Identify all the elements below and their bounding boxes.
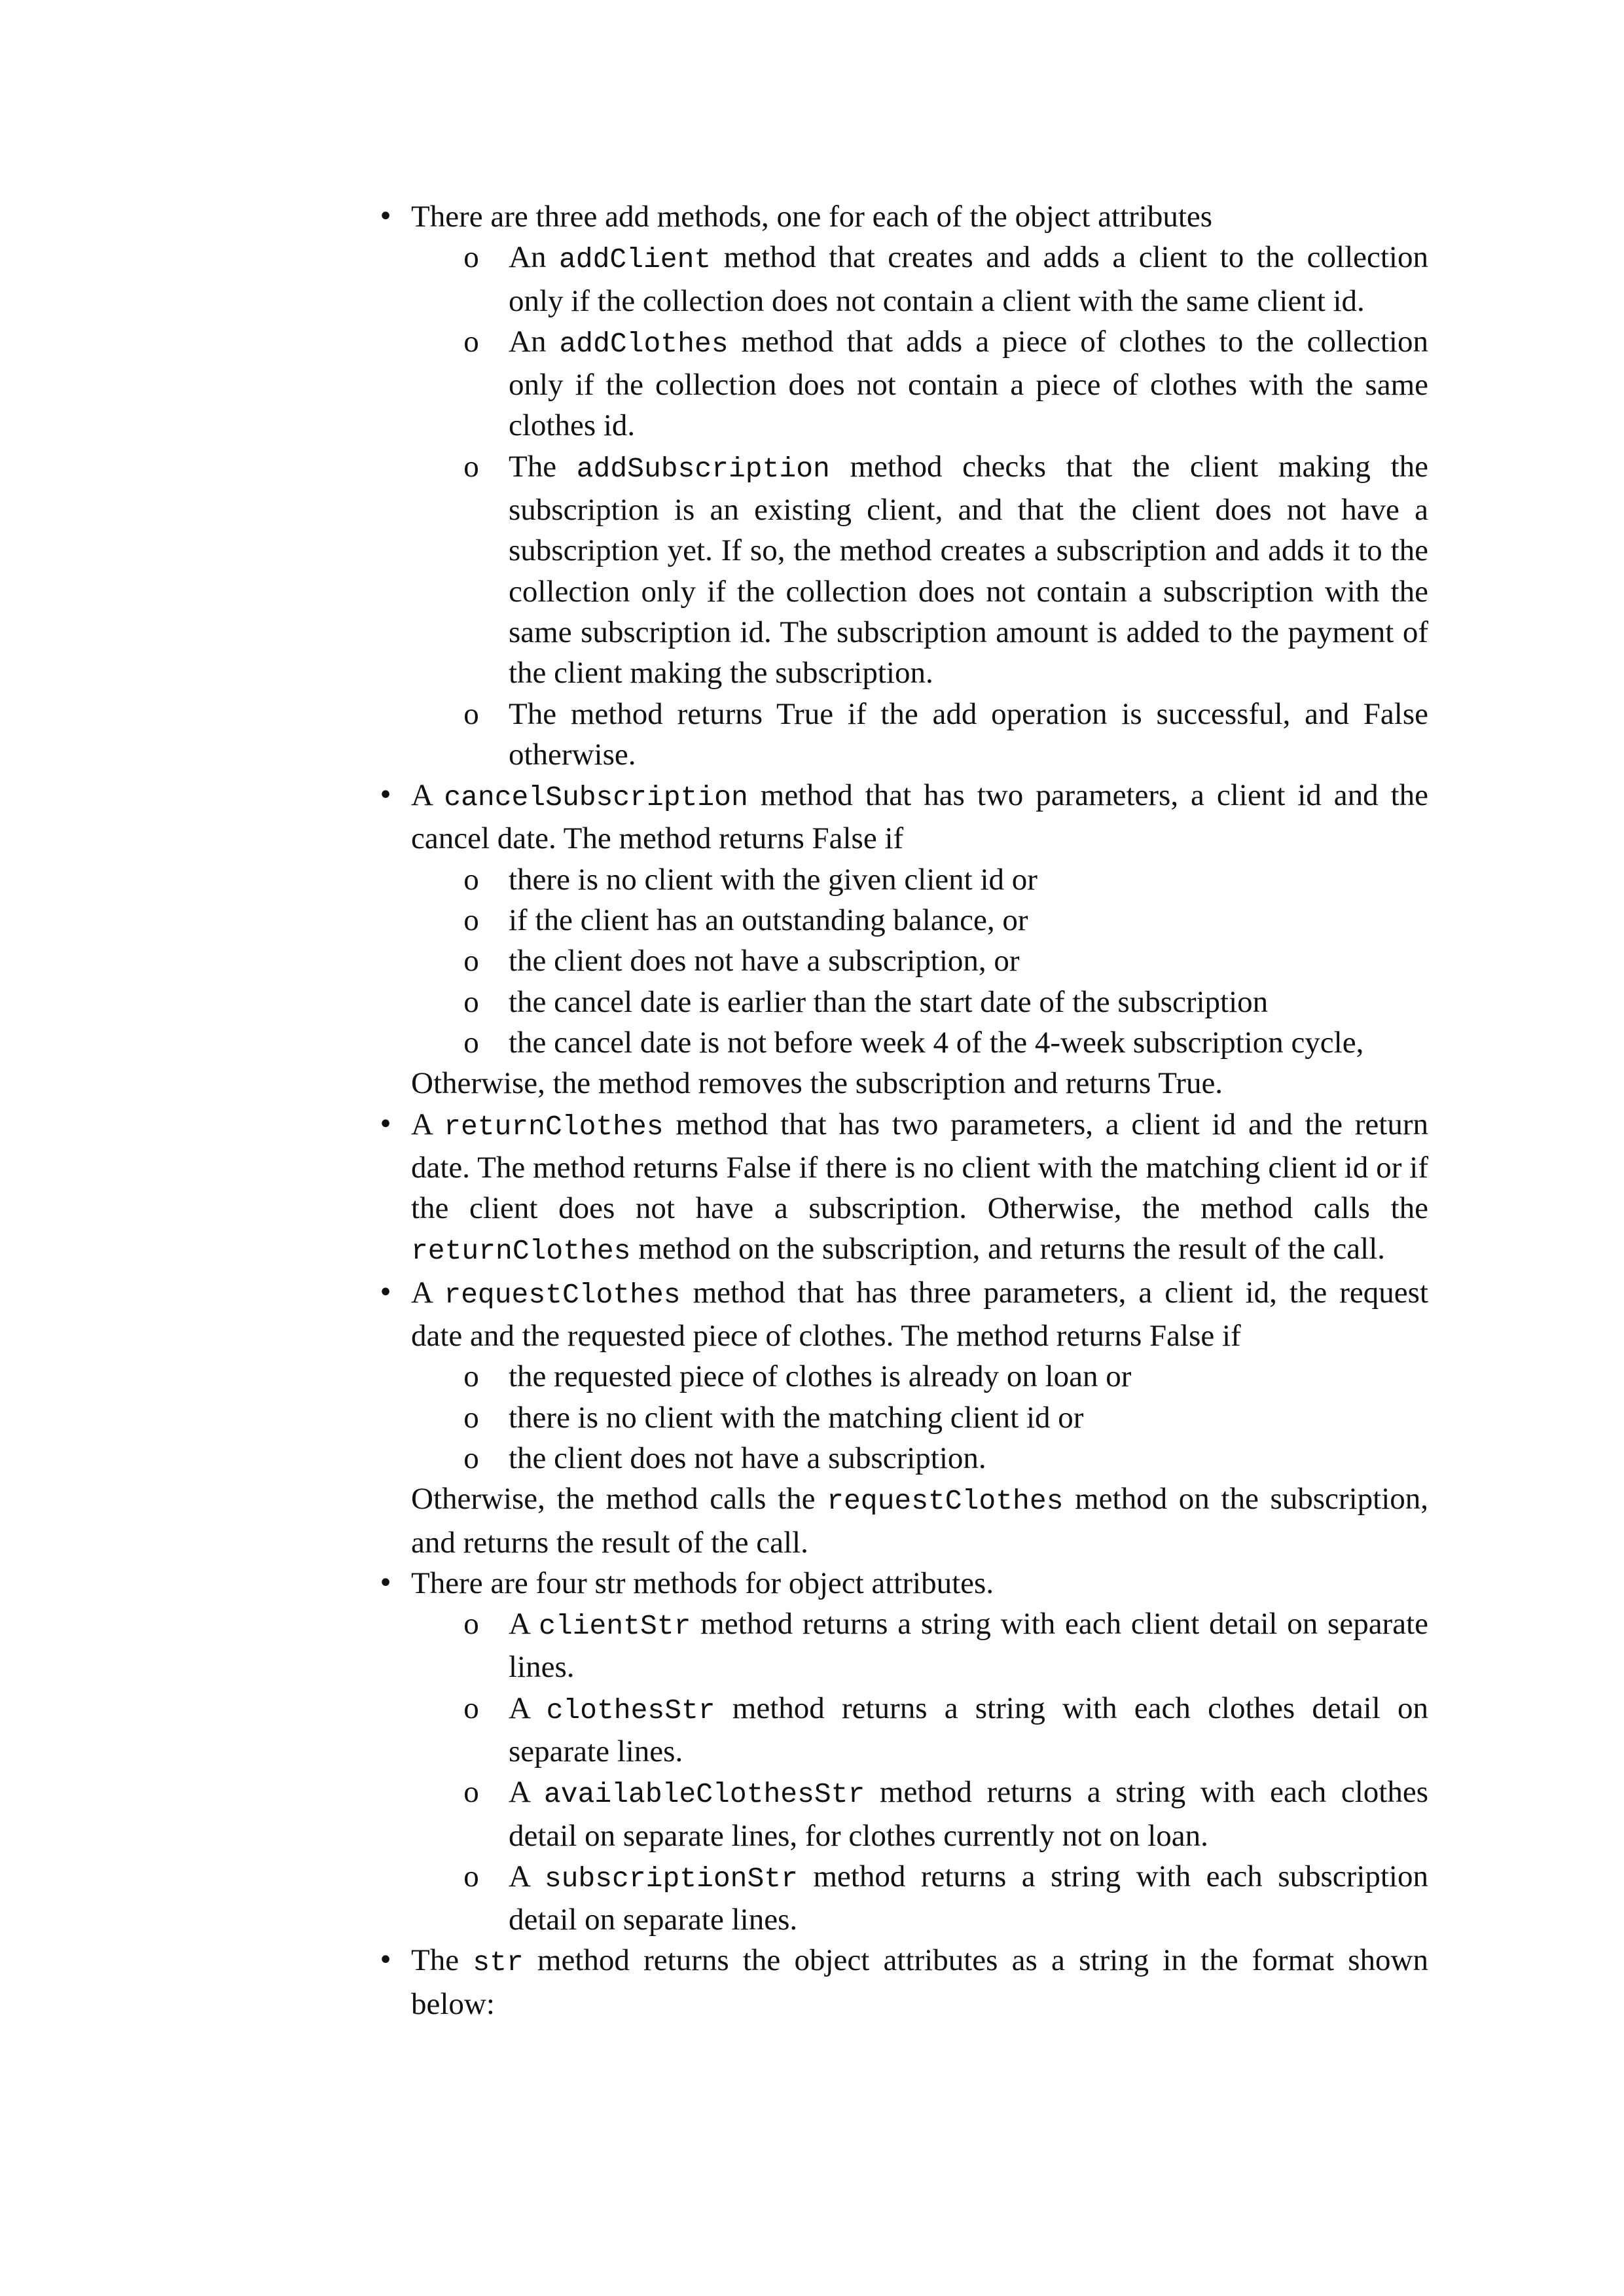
bullet-str-method: • The str method returns the object attributes as a string in the format shown below:: [367, 1940, 1428, 2024]
sub-bullet-icon: o: [463, 1859, 479, 1893]
list-item: o the client does not have a subscription.: [367, 1438, 1428, 1479]
sub-bullet-icon: o: [463, 1607, 479, 1641]
bullet-request-clothes: • A requestClothes method that has three parameters, a client id, the request date and the requested piece of clothes. The method returns False if: [367, 1272, 1428, 1357]
sub-item-clothes-str: o A clothesStr method returns a string with each clothes detail on separate lines.: [367, 1688, 1428, 1772]
sub-bullet-icon: o: [463, 984, 479, 1019]
list-item: o if the client has an outstanding balance, or: [367, 900, 1428, 941]
sub-bullet-icon: o: [463, 1441, 479, 1475]
sub-bullet-icon: o: [463, 1025, 479, 1060]
list-item: o the requested piece of clothes is already on loan or: [367, 1356, 1428, 1397]
bullet-icon: •: [378, 780, 393, 811]
sub-bullet-icon: o: [463, 240, 479, 275]
sub-bullet-icon: o: [463, 862, 479, 897]
code-clothesStr: clothesStr: [546, 1694, 715, 1727]
code-returnClothes: returnClothes: [411, 1235, 631, 1268]
code-requestClothes: requestClothes: [444, 1278, 681, 1311]
sub-bullet-icon: o: [463, 1775, 479, 1810]
list-item: o the cancel date is earlier than the start date of the subscription: [367, 982, 1428, 1022]
code-availableClothesStr: availableClothesStr: [544, 1778, 865, 1811]
sub-bullet-icon: o: [463, 1359, 479, 1394]
code-subscriptionStr: subscriptionStr: [544, 1862, 798, 1895]
sub-item-add-return: o The method returns True if the add operation is successful, and False otherwise.: [367, 694, 1428, 776]
code-addClothes: addClothes: [559, 327, 729, 360]
sub-bullet-icon: o: [463, 944, 479, 978]
sub-bullet-icon: o: [463, 696, 479, 731]
bullet-icon: •: [378, 202, 393, 232]
bullet-icon: •: [378, 1277, 393, 1308]
code-cancelSubscription: cancelSubscription: [444, 781, 748, 814]
list-item: o the cancel date is not before week 4 of the 4-week subscription cycle,: [367, 1022, 1428, 1063]
code-requestClothes: requestClothes: [827, 1485, 1064, 1518]
bullet-return-clothes: • A returnClothes method that has two parameters, a client id and the return date. The method returns False if there is no client with the matching client id or if the client does not have a subscription. Otherwise, the method calls the returnClothes method on the subscription, and returns the result of the call.: [367, 1104, 1428, 1272]
sub-item-add-clothes: o An addClothes method that adds a piece of clothes to the collection only if the collection does not contain a piece of clothes with the same clothes id.: [367, 321, 1428, 446]
sub-bullet-icon: o: [463, 449, 479, 484]
sub-item-available-clothes-str: o A availableClothesStr method returns a string with each clothes detail on separate lines, for clothes currently not on loan.: [367, 1772, 1428, 1856]
bullet-icon: •: [378, 1109, 393, 1139]
list-item: o the client does not have a subscription, or: [367, 941, 1428, 981]
code-str: str: [473, 1946, 524, 1979]
list-item: o there is no client with the matching client id or: [367, 1397, 1428, 1438]
sub-bullet-icon: o: [463, 1400, 479, 1435]
bullet-icon: •: [378, 1945, 393, 1976]
code-addClient: addClient: [558, 243, 712, 276]
sub-item-add-subscription: o The addSubscription method checks that the client making the subscription is an existing client, and that the client does not have a subscription yet. If so, the method creates a subscription and adds it to the collection only if the collection does not contain a subscription with the same subscription id. The subscription amount is added to the payment of the client making the subscription.: [367, 446, 1428, 694]
sub-bullet-icon: o: [463, 324, 479, 359]
bullet-add-methods: [367, 196, 1428, 237]
sub-item-add-client: o An addClient method that creates and adds a client to the collection only if the collection does not contain a client with the same client id.: [367, 237, 1428, 321]
document-body: [367, 196, 1428, 2024]
code-addSubscription: addSubscription: [576, 452, 830, 485]
paragraph-continuation: Otherwise, the method calls the requestClothes method on the subscription, and returns the result of the call.: [411, 1482, 1428, 1560]
sub-bullet-icon: o: [463, 1691, 479, 1725]
bullet-cancel-subscription: • A cancelSubscription method that has two parameters, a client id and the cancel date. The method returns False if: [367, 775, 1428, 859]
sub-item-client-str: o A clientStr method returns a string with each client detail on separate lines.: [367, 1604, 1428, 1688]
sub-item-subscription-str: o A subscriptionStr method returns a string with each subscription detail on separate lines.: [367, 1856, 1428, 1941]
bullet-str-methods: • There are four str methods for object attributes.: [367, 1563, 1428, 1604]
bullet-text: There are three add methods, one for each of the object attributes: [411, 200, 1213, 234]
bullet-icon: •: [378, 1568, 393, 1598]
code-clientStr: clientStr: [539, 1610, 691, 1643]
paragraph-continuation: Otherwise, the method removes the subscription and returns True.: [411, 1066, 1223, 1101]
code-returnClothes: returnClothes: [444, 1110, 664, 1143]
list-item: o there is no client with the given client id or: [367, 859, 1428, 900]
sub-bullet-icon: o: [463, 903, 479, 938]
